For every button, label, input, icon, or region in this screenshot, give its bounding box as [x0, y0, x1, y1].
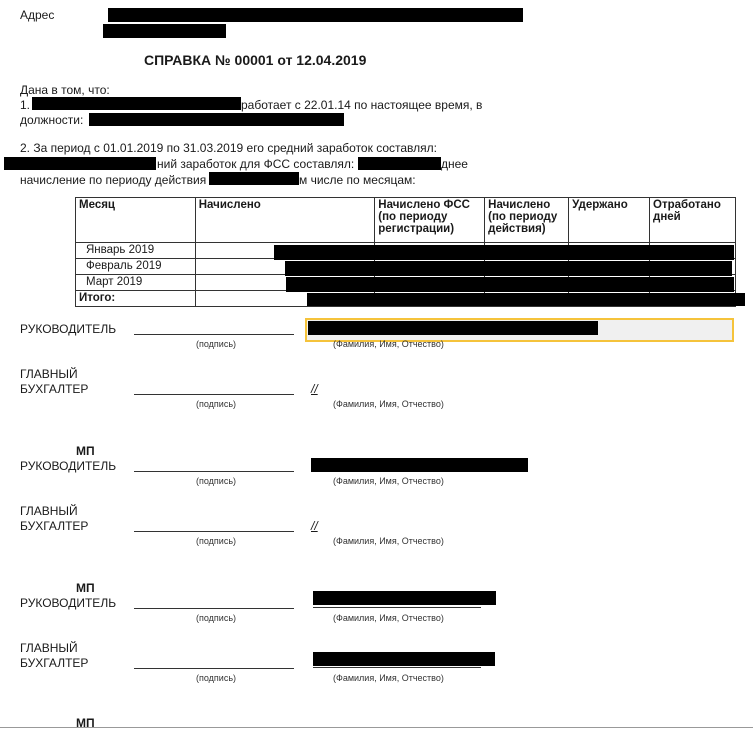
chief-label-2: БУХГАЛТЕР: [20, 519, 89, 533]
signature-line: [134, 531, 294, 532]
row-month: Март 2019: [76, 275, 196, 291]
head-label: РУКОВОДИТЕЛЬ: [20, 459, 117, 473]
name-caption: (Фамилия, Имя, Отчество): [333, 399, 444, 409]
stamp-label: МП: [76, 581, 95, 595]
sign-caption: (подпись): [196, 476, 237, 486]
redacted-head-name: [308, 321, 598, 335]
p1-number: 1.: [20, 98, 31, 112]
redacted-name: [32, 97, 241, 110]
name-caption: (Фамилия, Имя, Отчество): [333, 613, 444, 623]
name-caption: (Фамилия, Имя, Отчество): [333, 536, 444, 546]
redacted-accrual: [209, 172, 299, 185]
col-withheld: Удержано: [569, 198, 650, 243]
head-label: РУКОВОДИТЕЛЬ: [20, 596, 117, 610]
name-caption: (Фамилия, Имя, Отчество): [333, 339, 444, 349]
p2-line1: 2. За период с 01.01.2019 по 31.03.2019 его средний заработок составлял:: [20, 141, 437, 155]
row-month: Февраль 2019: [76, 259, 196, 275]
p1-position-label: должности:: [20, 113, 84, 127]
address-label: Адрес: [20, 8, 55, 22]
intro-text: Дана в том, что:: [20, 83, 110, 97]
p2-line3b: м числе по месяцам:: [299, 173, 416, 187]
redacted-head-name: [313, 591, 496, 605]
p2-line2b: днее: [441, 157, 468, 171]
sign-caption: (подпись): [196, 613, 237, 623]
col-accrued: Начислено: [195, 198, 375, 243]
chief-label-1: ГЛАВНЫЙ: [20, 641, 78, 655]
chief-label-2: БУХГАЛТЕР: [20, 656, 89, 670]
redacted-total: [307, 293, 745, 306]
chief-label-2: БУХГАЛТЕР: [20, 382, 89, 396]
chief-label-1: ГЛАВНЫЙ: [20, 504, 78, 518]
signature-line: [134, 608, 294, 609]
p1-text: работает с 22.01.14 по настоящее время, в: [241, 98, 483, 112]
signature-line: [134, 471, 294, 472]
head-label: РУКОВОДИТЕЛЬ: [20, 322, 117, 336]
col-month: Месяц: [76, 198, 196, 243]
sign-caption: (подпись): [196, 339, 237, 349]
signature-line: [134, 668, 294, 669]
total-label: Итого:: [76, 291, 196, 307]
redacted-salary: [4, 157, 156, 170]
stamp-label: МП: [76, 444, 95, 458]
redacted-head-name: [311, 458, 528, 472]
stamp-label: МП: [76, 716, 95, 730]
col-days: Отработано дней: [650, 198, 736, 243]
redacted-position: [89, 113, 344, 126]
chief-label-1: ГЛАВНЫЙ: [20, 367, 78, 381]
p2-line2: ний заработок для ФСС составлял:: [157, 157, 355, 171]
chief-slashes: //: [311, 382, 318, 396]
p2-line3: начисление по периоду действия: [20, 173, 207, 187]
document-title: СПРАВКА № 00001 от 12.04.2019: [144, 52, 367, 68]
name-underline: [313, 667, 481, 668]
sign-caption: (подпись): [196, 536, 237, 546]
redacted-row-1: [274, 245, 734, 260]
name-caption: (Фамилия, Имя, Отчество): [333, 673, 444, 683]
redacted-fss: [358, 157, 441, 170]
name-underline: [313, 607, 481, 608]
chief-slashes: //: [311, 519, 318, 533]
sign-caption: (подпись): [196, 399, 237, 409]
name-caption: (Фамилия, Имя, Отчество): [333, 476, 444, 486]
page-bottom-rule: [0, 727, 753, 728]
redacted-chief-name: [313, 652, 495, 666]
redacted-address-2: [103, 24, 226, 38]
col-fss: Начислено ФСС (по периоду регистрации): [375, 198, 485, 243]
redacted-row-2: [285, 261, 732, 276]
col-accrued-period: Начислено (по периоду действия): [485, 198, 569, 243]
table-header-row: [76, 198, 736, 243]
signature-line: [134, 394, 294, 395]
row-month: Январь 2019: [76, 243, 196, 259]
redacted-address: [108, 8, 523, 22]
redacted-row-3: [286, 277, 734, 292]
sign-caption: (подпись): [196, 673, 237, 683]
signature-line: [134, 334, 294, 335]
